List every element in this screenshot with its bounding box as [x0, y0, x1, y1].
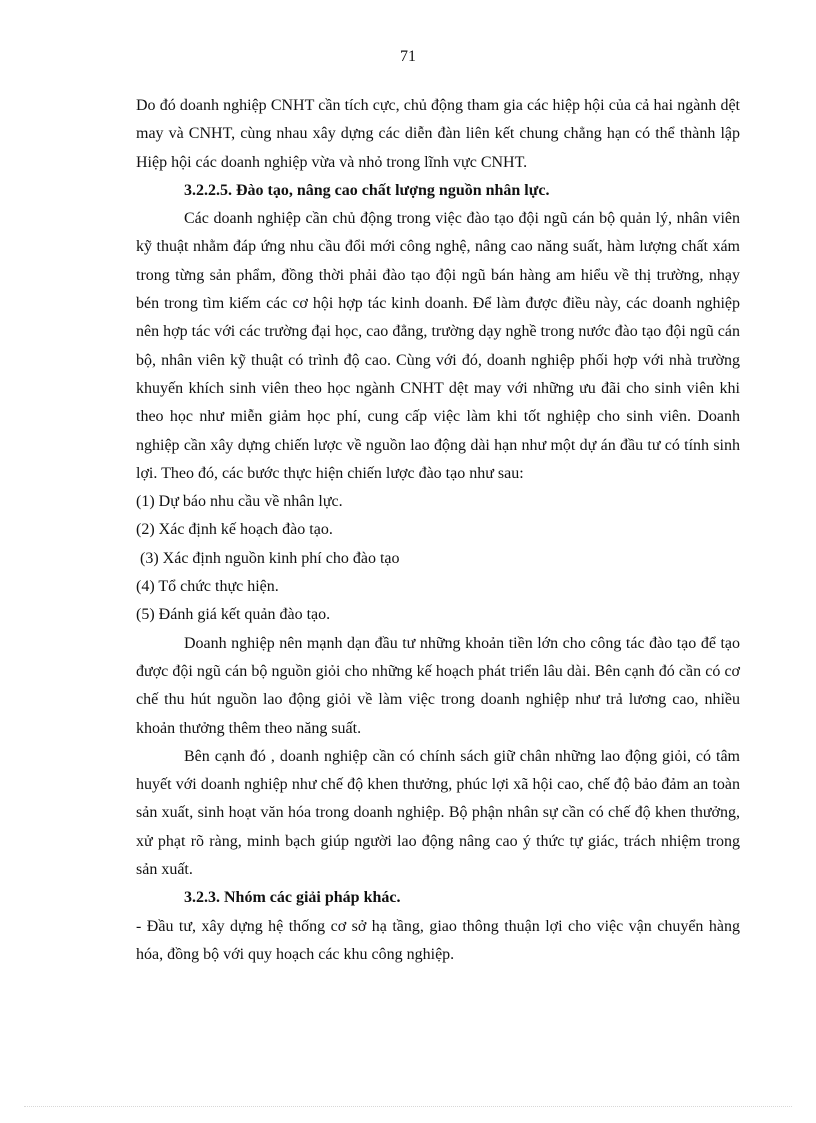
section-heading-other-solutions: 3.2.3. Nhóm các giải pháp khác.	[184, 889, 401, 907]
training-paragraph: Các doanh nghiệp cần chủ động trong việc đào tạo đội ngũ cán bộ quản lý, nhân viên kỹ thuật nhằm đáp ứng nhu cầu đổi mới công nghệ, nâng cao năng suất, hàm lượng chất xám trong từng sản phẩm, đồng thời phải đào tạo đội ngũ bán hàng am hiểu về thị trường, nhạy bén trong tìm kiếm các cơ hội hợp tác kinh doanh. Để làm được điều này, các doanh nghiệp nên hợp tác với các trường đại học, cao đẳng, trường dạy nghề trong nước đào tạo đội ngũ cán bộ, nhân viên kỹ thuật có trình độ cao. Cùng với đó, doanh nghiệp phối hợp với nhà trường khuyến khích sinh viên theo học ngành CNHT dệt may với những ưu đãi cho sinh viên khi theo học như miễn giảm học phí, cung cấp việc làm khi tốt nghiệp cho sinh viên. Doanh nghiệp cần xây dựng chiến lược về nguồn lao động dài hạn như một dự án đầu tư có tính sinh lợi. Theo đó, các bước thực hiện chiến lược đào tạo như sau:	[136, 210, 740, 482]
infrastructure-paragraph: - Đầu tư, xây dựng hệ thống cơ sở hạ tầng, giao thông thuận lợi cho việc vận chuyển hàng hóa, đồng bộ với quy hoạch các khu công nghiệp.	[136, 917, 740, 963]
bottom-divider	[24, 1106, 792, 1107]
list-item: (5) Đánh giá kết quản đào tạo.	[136, 606, 331, 624]
page-number: 71	[400, 48, 416, 65]
retention-paragraph: Bên cạnh đó , doanh nghiệp cần có chính sách giữ chân những lao động giỏi, có tâm huyết với doanh nghiệp như chế độ khen thưởng, phúc lợi xã hội cao, chế độ bảo đảm an toàn sản xuất, sinh hoạt văn hóa trong doanh nghiệp. Bộ phận nhân sự cần có chế độ khen thưởng, xử phạt rõ ràng, minh bạch giúp người lao động nâng cao ý thức tự giác, trách nhiệm trong sản xuất.	[136, 747, 740, 879]
list-item: (1) Dự báo nhu cầu về nhân lực.	[136, 493, 343, 511]
investment-paragraph: Doanh nghiệp nên mạnh dạn đầu tư những khoản tiền lớn cho công tác đào tạo để tạo được đội ngũ cán bộ nguồn giỏi cho những kế hoạch phát triển lâu dài. Bên cạnh đó cần có cơ chế thu hút nguồn lao động giỏi về làm việc trong doanh nghiệp như trả lương cao, nhiều khoản thưởng thêm theo năng suất.	[136, 634, 740, 737]
training-steps-list	[136, 488, 740, 629]
section-heading-training: 3.2.2.5. Đào tạo, nâng cao chất lượng nguồn nhân lực.	[184, 181, 550, 199]
list-item: (2) Xác định kế hoạch đào tạo.	[136, 521, 333, 539]
intro-paragraph: Do đó doanh nghiệp CNHT cần tích cực, chủ động tham gia các hiệp hội của cả hai ngành dệt may và CNHT, cùng nhau xây dựng các diễn đàn liên kết chung chẳng hạn có thể thành lập Hiệp hội các doanh nghiệp vừa và nhỏ trong lĩnh vực CNHT.	[136, 97, 740, 171]
document-body	[136, 92, 740, 969]
list-item: (4) Tổ chức thực hiện.	[136, 578, 279, 596]
list-item: (3) Xác định nguồn kinh phí cho đào tạo	[140, 549, 400, 567]
